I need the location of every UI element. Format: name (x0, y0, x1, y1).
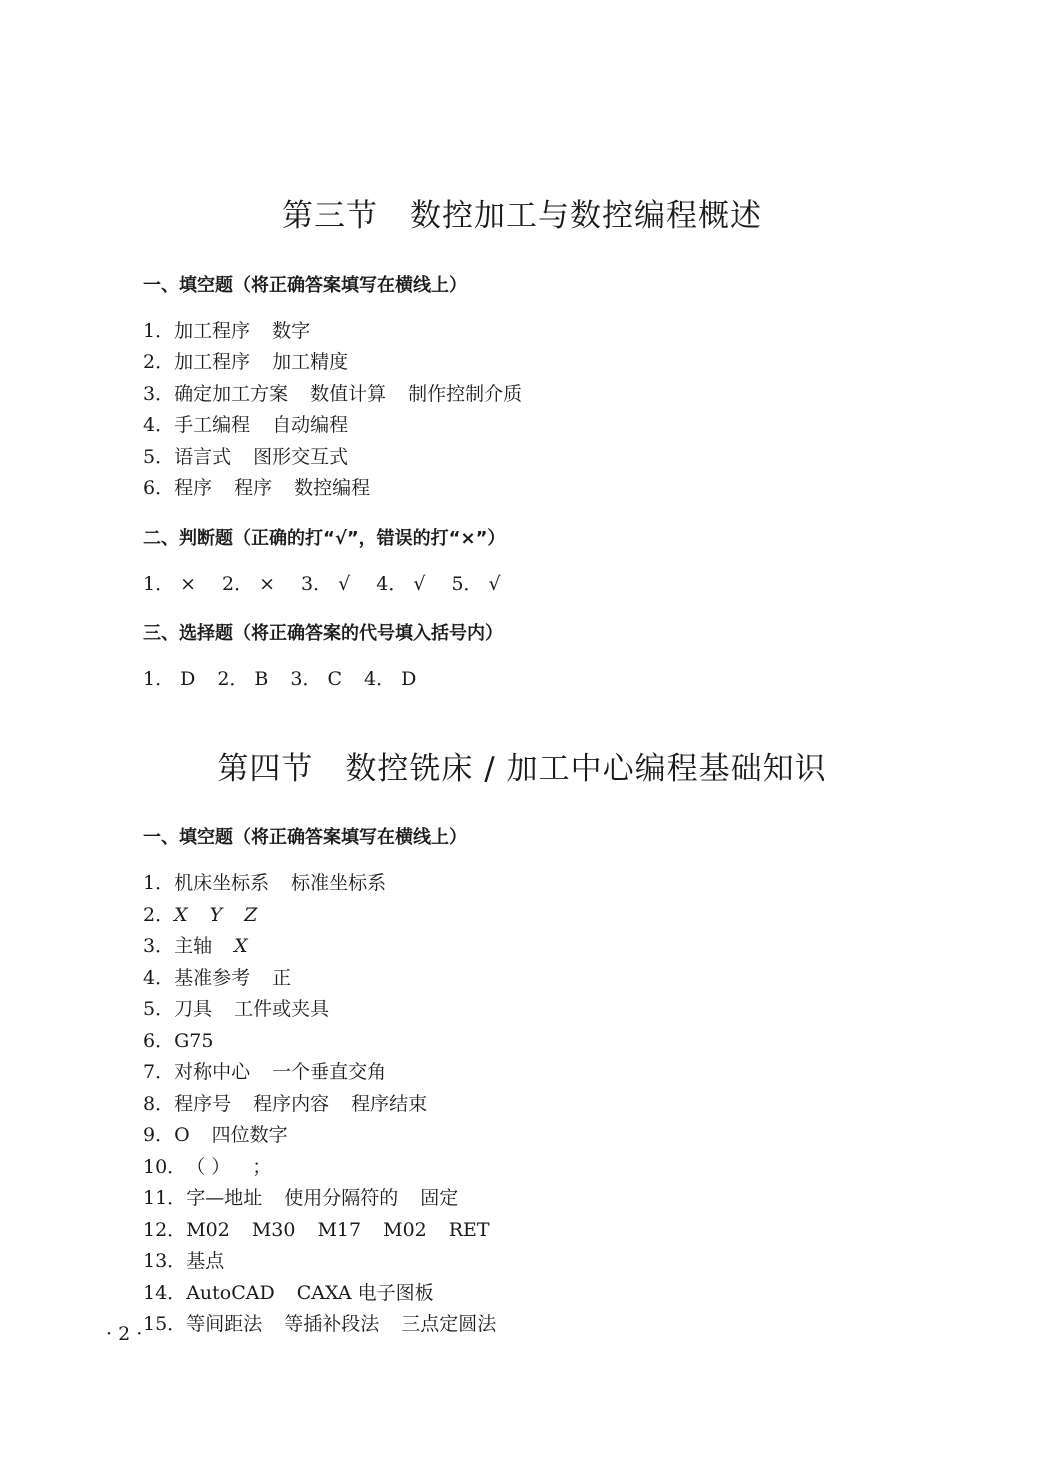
answer-line (143, 997, 329, 1021)
answer-text: 加工精度 (272, 351, 349, 373)
answer-line (143, 319, 310, 343)
item-number: 3． (143, 935, 175, 957)
answer-text: 数控编程 (294, 477, 371, 499)
answer-line (143, 1281, 434, 1305)
answer-text: CAXA 电子图板 (296, 1282, 434, 1304)
answer-line (143, 1060, 386, 1084)
answer-item (143, 572, 196, 596)
item-number: 3． (143, 383, 175, 405)
item-number: 9． (143, 1124, 175, 1146)
item-number: 14． (143, 1282, 187, 1304)
item-number: 4． (376, 573, 408, 595)
answer-item (364, 667, 416, 691)
answer-text: Y (209, 904, 223, 926)
answer-text: 四位数字 (211, 1124, 288, 1146)
answer-line (143, 1092, 427, 1116)
answer-line (143, 350, 348, 374)
answer-text: 一个垂直交角 (272, 1061, 387, 1083)
answer-text: 手工编程 (174, 414, 251, 436)
item-number: 8． (143, 1093, 175, 1115)
answer-line (143, 1123, 288, 1147)
answer-line (143, 903, 257, 927)
answer-line (143, 934, 248, 958)
answer-text: 确定加工方案 (174, 383, 289, 405)
answer-text: 刀具 (174, 998, 213, 1020)
answer-row-choice (143, 667, 416, 691)
answer-text: X (174, 904, 188, 926)
item-number: 2． (222, 573, 254, 595)
answer-text: M30 (251, 1219, 296, 1241)
item-number: 2． (143, 904, 175, 926)
answer-line (143, 1249, 224, 1273)
answer-text: × (259, 573, 276, 595)
answer-text: D (180, 668, 196, 690)
answer-line (143, 1155, 271, 1179)
answer-line (143, 1186, 458, 1210)
answer-text: M02 (186, 1219, 230, 1241)
answer-line (143, 1029, 213, 1053)
answer-text: 程序结束 (351, 1093, 428, 1115)
item-number: 15． (143, 1313, 187, 1335)
answer-line (143, 966, 291, 990)
question-heading-fill-blank: 一、填空题（将正确答案填写在横线上） (143, 275, 467, 296)
answer-text: 等间距法 (186, 1313, 263, 1335)
answer-text: 加工程序 (174, 320, 251, 342)
answer-text: 程序 (234, 477, 273, 499)
item-number: 5． (143, 998, 175, 1020)
answer-text: 基点 (186, 1250, 225, 1272)
answer-text: 对称中心 (174, 1061, 251, 1083)
answer-text: 机床坐标系 (174, 872, 270, 894)
item-number: 12． (143, 1219, 187, 1241)
answer-item (217, 667, 268, 691)
item-number: 3． (301, 573, 333, 595)
answer-row-true-false (143, 572, 501, 596)
answer-text: 图形交互式 (253, 446, 349, 468)
answer-line (143, 871, 386, 895)
answer-text: 语言式 (174, 446, 232, 468)
answer-item (222, 572, 275, 596)
answer-text: √ (338, 573, 351, 595)
item-number: 6． (143, 477, 175, 499)
answer-text: G75 (174, 1030, 214, 1052)
answer-text: 字—地址 (186, 1187, 263, 1209)
item-number: 4． (364, 668, 396, 690)
answer-line (143, 413, 348, 437)
item-number: 1． (143, 668, 175, 690)
answer-text: 数字 (272, 320, 311, 342)
answer-text: D (401, 668, 417, 690)
answer-text: × (180, 573, 197, 595)
answer-line (143, 1312, 496, 1336)
answer-text: 自动编程 (272, 414, 349, 436)
item-number: 6． (143, 1030, 175, 1052)
answer-text: 三点定圆法 (401, 1313, 497, 1335)
answer-line (143, 382, 522, 406)
answer-text: X (234, 935, 248, 957)
answer-item (451, 572, 500, 596)
answer-item (376, 572, 425, 596)
answer-item (290, 667, 342, 691)
answer-text: 程序 (174, 477, 213, 499)
answer-text: B (254, 668, 269, 690)
answer-text: √ (413, 573, 426, 595)
item-number: 5． (451, 573, 483, 595)
answer-text: 正 (272, 967, 292, 989)
item-number: 7． (143, 1061, 175, 1083)
answer-text: 数值计算 (310, 383, 387, 405)
answer-line (143, 476, 370, 500)
item-number: 2． (143, 351, 175, 373)
item-number: 3． (290, 668, 322, 690)
answer-text: 主轴 (174, 935, 213, 957)
item-number: 4． (143, 967, 175, 989)
answer-text: ； (252, 1156, 272, 1178)
page-number: · 2 · (106, 1323, 143, 1345)
item-number: 4． (143, 414, 175, 436)
answer-text: 等插补段法 (284, 1313, 380, 1335)
question-heading-choice: 三、选择题（将正确答案的代号填入括号内） (143, 623, 503, 644)
item-number: 11． (143, 1187, 187, 1209)
item-number: 1． (143, 872, 175, 894)
answer-text: 制作控制介质 (408, 383, 523, 405)
item-number: 1． (143, 573, 175, 595)
item-number: 13． (143, 1250, 187, 1272)
answer-text: O (174, 1124, 190, 1146)
answer-line (143, 1218, 490, 1242)
answer-text: 标准坐标系 (291, 872, 387, 894)
answer-text: 基准参考 (174, 967, 251, 989)
answer-text: RET (448, 1219, 490, 1241)
answer-text: 固定 (420, 1187, 459, 1209)
answer-text: √ (488, 573, 501, 595)
answer-text: 程序号 (174, 1093, 232, 1115)
item-number: 10． (143, 1156, 187, 1178)
answer-item (143, 667, 195, 691)
answer-text: Z (244, 904, 258, 926)
answer-text: AutoCAD (186, 1282, 275, 1304)
answer-line (143, 445, 348, 469)
item-number: 2． (217, 668, 249, 690)
answer-text: 工件或夹具 (234, 998, 330, 1020)
question-heading-fill-blank: 一、填空题（将正确答案填写在横线上） (143, 827, 467, 848)
answer-text: M02 (383, 1219, 427, 1241)
answer-text: 使用分隔符的 (284, 1187, 399, 1209)
answer-text: 程序内容 (253, 1093, 330, 1115)
answer-text: （ ） (186, 1156, 231, 1178)
section-title: 第三节 数控加工与数控编程概述 (282, 198, 762, 234)
item-number: 1． (143, 320, 175, 342)
answer-text: M17 (317, 1219, 362, 1241)
question-heading-true-false: 二、判断题（正确的打“√”，错误的打“×”） (143, 528, 506, 549)
section-title: 第四节 数控铣床 / 加工中心编程基础知识 (217, 751, 827, 787)
answer-text: 加工程序 (174, 351, 251, 373)
answer-item (301, 572, 350, 596)
item-number: 5． (143, 446, 175, 468)
answer-text: C (327, 668, 343, 690)
